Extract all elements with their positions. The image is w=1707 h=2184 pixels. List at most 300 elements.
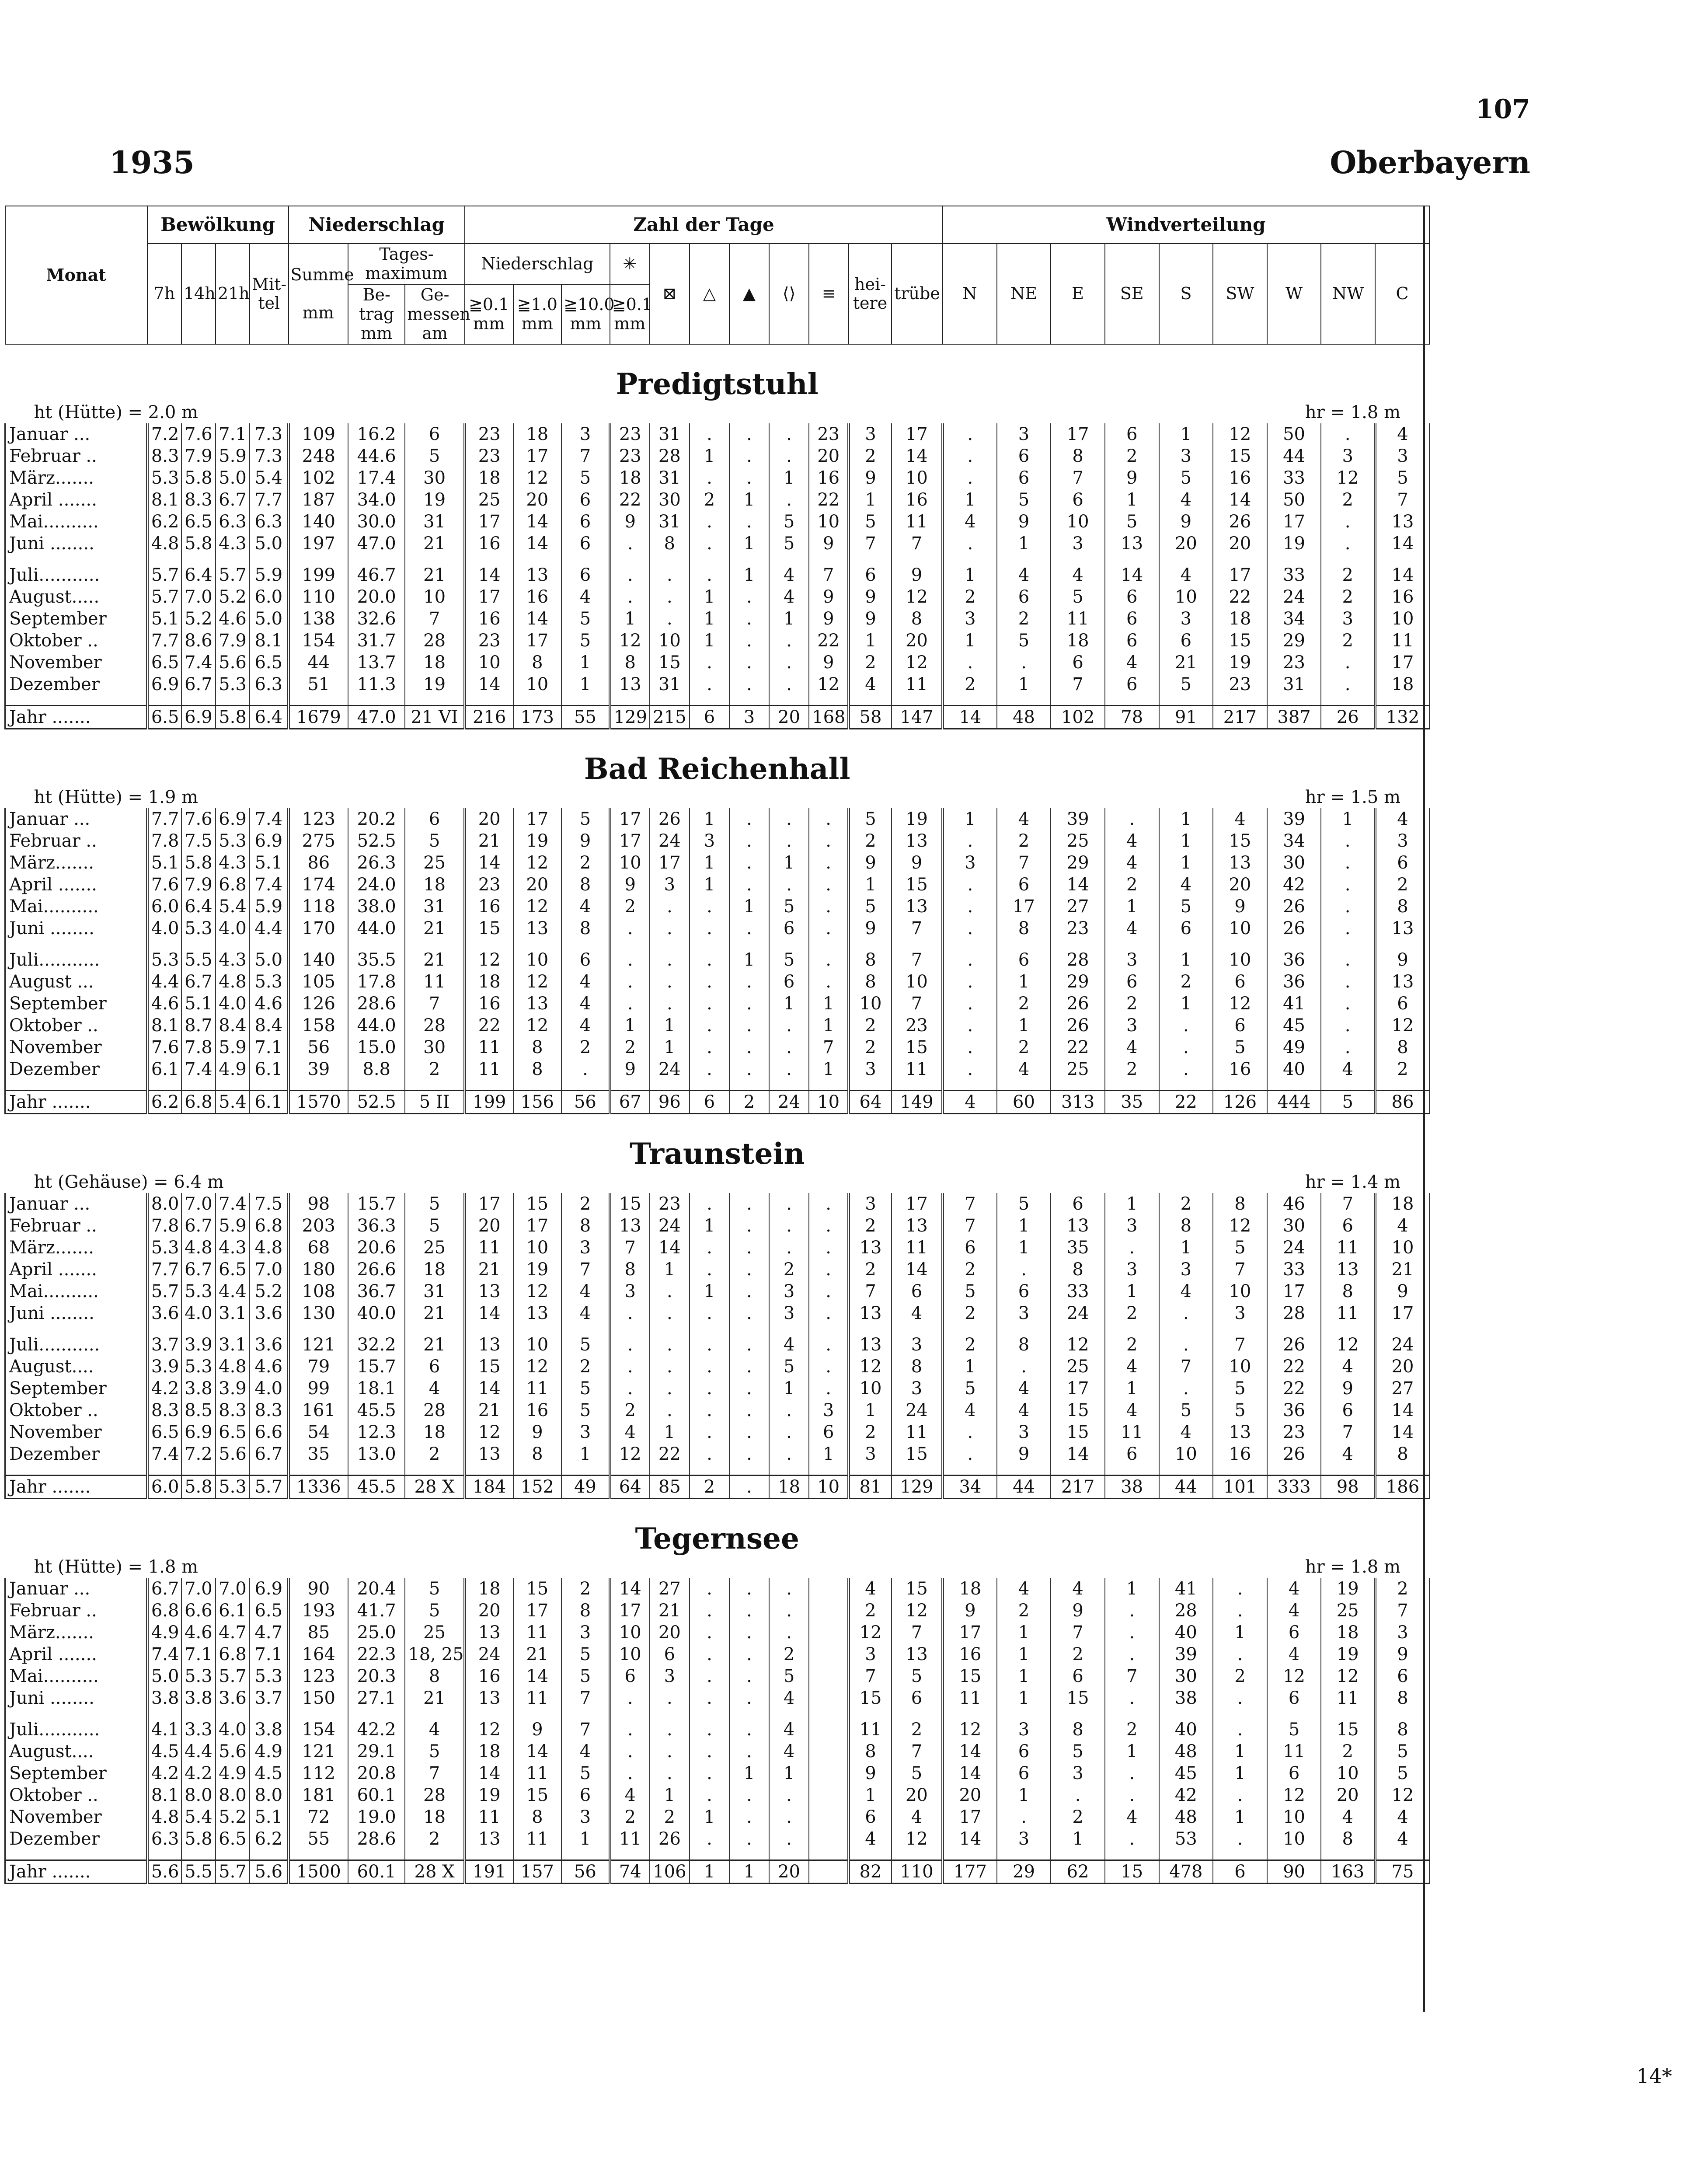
gap-cell: [610, 1850, 650, 1860]
cell: 181: [289, 1784, 348, 1806]
cell: 106: [650, 1860, 690, 1884]
cell: 12: [1375, 1784, 1429, 1806]
cell: 203: [289, 1215, 348, 1237]
cell: 3: [1321, 608, 1375, 630]
gap-cell: [465, 939, 513, 949]
cell: 10: [809, 1476, 849, 1499]
cell: 3: [1105, 1015, 1159, 1036]
gap-cell: [809, 1850, 849, 1860]
cell: 5: [943, 1378, 997, 1399]
cell: 24: [650, 830, 690, 852]
gap-cell: [289, 555, 348, 564]
cell: 13.7: [348, 652, 405, 673]
gap-cell: [250, 695, 289, 706]
cell: 38: [1159, 1687, 1213, 1709]
cell: 1: [1105, 1280, 1159, 1302]
cell: 6: [769, 918, 809, 939]
cell: 24: [650, 1215, 690, 1237]
header-ge01: [465, 284, 513, 344]
cell: .: [729, 1036, 769, 1058]
header-wind-ne: NE: [997, 244, 1051, 344]
cell: 5: [561, 1378, 610, 1399]
ge10-label: ≧1.0: [517, 295, 557, 314]
cell: 15: [1213, 830, 1267, 852]
cell: .: [809, 852, 849, 874]
cell: 6: [997, 1762, 1051, 1784]
gap-cell: [610, 555, 650, 564]
gap-cell: [465, 1709, 513, 1719]
gap-cell: [1375, 555, 1429, 564]
cell: 11: [1321, 1687, 1375, 1709]
cell: 6: [650, 1643, 690, 1665]
cell: 20.4: [348, 1578, 405, 1600]
gap-cell: [997, 939, 1051, 949]
cell: 50: [1267, 489, 1321, 511]
cell: 6: [1051, 1665, 1105, 1687]
cell: 2: [1213, 1665, 1267, 1687]
cell: 10: [849, 993, 892, 1015]
cell: 24: [769, 1091, 809, 1114]
cell: 10: [610, 1622, 650, 1643]
cell: 16: [465, 1665, 513, 1687]
cell: 6.9: [216, 808, 250, 830]
cell: 11: [1321, 1302, 1375, 1324]
cell: 3: [1105, 1259, 1159, 1280]
cell: 15: [1051, 1399, 1105, 1421]
cell: .: [1213, 1784, 1267, 1806]
cell: 18: [465, 1578, 513, 1600]
cell: [809, 1687, 849, 1709]
cell: 16: [465, 533, 513, 555]
cell: 7.0: [181, 1578, 216, 1600]
cell: 30: [1267, 852, 1321, 874]
cell: 2: [650, 1806, 690, 1828]
snow-label: ≧0.1: [612, 295, 653, 314]
cell: 30: [650, 489, 690, 511]
cell: 4.4: [216, 1280, 250, 1302]
cell: 40: [1267, 1058, 1321, 1080]
cell: 23: [1051, 918, 1105, 939]
cell: 12: [513, 467, 562, 489]
cell: .: [610, 993, 650, 1015]
cell: .: [769, 673, 809, 695]
cell: 24: [1267, 586, 1321, 608]
cell: 3: [997, 1828, 1051, 1850]
gap-cell: [1213, 555, 1267, 564]
cell: 6.5: [147, 1421, 181, 1443]
cell: 14: [1051, 874, 1105, 896]
cell: 56: [561, 1860, 610, 1884]
cell: 6: [1105, 423, 1159, 445]
month-label: Oktober ..: [5, 1784, 147, 1806]
cell: 1: [849, 630, 892, 652]
cell: 6: [1213, 971, 1267, 993]
cell: 5: [561, 467, 610, 489]
cell: .: [1321, 1036, 1375, 1058]
table-row: [5, 1259, 1430, 1280]
cell: 8: [1051, 1719, 1105, 1741]
cell: 1: [1159, 808, 1213, 830]
cell: 5.3: [216, 1476, 250, 1499]
cell: 13: [849, 1334, 892, 1356]
cell: 3: [610, 1280, 650, 1302]
cell: 7.8: [147, 1215, 181, 1237]
cell: 3.8: [181, 1687, 216, 1709]
cell: 5.1: [181, 993, 216, 1015]
cell: 140: [289, 949, 348, 971]
header-fog-icon: ≡: [809, 244, 849, 344]
cell: 13: [513, 918, 562, 939]
cell: 10: [892, 971, 943, 993]
cell: 11: [465, 1806, 513, 1828]
cell: 9: [849, 586, 892, 608]
cell: [809, 1600, 849, 1622]
cell: .: [809, 874, 849, 896]
cell: 6: [1321, 1399, 1375, 1421]
header-storm-icon: ⟨⟩: [769, 244, 809, 344]
cell: 9: [943, 1600, 997, 1622]
cell: 7: [1213, 1334, 1267, 1356]
table-row: [5, 1828, 1430, 1850]
cell: 4.0: [216, 1719, 250, 1741]
cell: 4.6: [181, 1622, 216, 1643]
cell: 5.3: [250, 1665, 289, 1687]
gap-cell: [1159, 695, 1213, 706]
gap-cell: [943, 1465, 997, 1476]
cell: 40.0: [348, 1302, 405, 1324]
cell: 38.0: [348, 896, 405, 918]
cell: 5.0: [216, 467, 250, 489]
cell: 6.7: [250, 1443, 289, 1465]
cell: 8: [1051, 1259, 1105, 1280]
cell: .: [1213, 1687, 1267, 1709]
cell: 8: [997, 918, 1051, 939]
cell: 60.1: [348, 1784, 405, 1806]
cell: 25: [1051, 830, 1105, 852]
cell: [809, 1860, 849, 1884]
cell: 6: [1105, 630, 1159, 652]
cell: .: [650, 918, 690, 939]
cell: 7: [892, 949, 943, 971]
cell: 2: [1105, 1719, 1159, 1741]
cell: 13: [465, 1622, 513, 1643]
cell: 13: [1321, 1259, 1375, 1280]
cell: 4: [561, 1741, 610, 1762]
cell: 16: [465, 993, 513, 1015]
gap-cell: [809, 1324, 849, 1334]
cell: 6.2: [250, 1828, 289, 1850]
year-total-row: [5, 706, 1430, 729]
cell: [809, 1828, 849, 1850]
cell: 13: [892, 896, 943, 918]
cell: 7.7: [147, 1259, 181, 1280]
cell: 15: [650, 652, 690, 673]
cell: 6: [1267, 1622, 1321, 1643]
cell: 1: [729, 564, 769, 586]
cell: 22: [1267, 1356, 1321, 1378]
cell: 8.3: [181, 489, 216, 511]
gap-cell: [849, 1324, 892, 1334]
station-title: Tegernsee: [635, 1521, 800, 1556]
cell: 150: [289, 1687, 348, 1709]
cell: 3.9: [147, 1356, 181, 1378]
gap-cell: [1321, 695, 1375, 706]
table-row: [5, 1193, 1430, 1215]
cell: 3: [849, 1058, 892, 1080]
cell: 6.3: [250, 511, 289, 533]
cell: 5.9: [250, 564, 289, 586]
gap-cell: [809, 939, 849, 949]
cell: 21: [465, 1259, 513, 1280]
cell: 10: [1321, 1762, 1375, 1784]
month-label: März.......: [5, 1622, 147, 1643]
cell: 6: [561, 564, 610, 586]
cell: 7: [1051, 673, 1105, 695]
cell: 6.0: [147, 1476, 181, 1499]
cell: .: [769, 1828, 809, 1850]
cell: 6: [1105, 586, 1159, 608]
gap-cell: [147, 695, 181, 706]
cell: 5: [1213, 1399, 1267, 1421]
cell: .: [729, 1687, 769, 1709]
gap-cell: [250, 1080, 289, 1091]
header-ge100: [561, 284, 615, 344]
cell: 102: [289, 467, 348, 489]
cell: 5: [405, 1215, 465, 1237]
gap-cell: [181, 1324, 216, 1334]
cell: 6: [997, 586, 1051, 608]
cell: 8.1: [250, 630, 289, 652]
cell: 9: [1105, 467, 1159, 489]
cell: .: [610, 1762, 650, 1784]
cell: 4.0: [250, 1378, 289, 1399]
cell: 4: [997, 1378, 1051, 1399]
cell: 5.6: [216, 1741, 250, 1762]
cell: 4: [1267, 1643, 1321, 1665]
cell: 1: [769, 852, 809, 874]
cell: 1: [997, 1687, 1051, 1709]
gap-cell: [147, 1850, 181, 1860]
cell: 25: [405, 852, 465, 874]
cell: .: [729, 1443, 769, 1465]
cell: 5.9: [250, 896, 289, 918]
cell: 1: [997, 1622, 1051, 1643]
cell: .: [650, 1399, 690, 1421]
cell: 121: [289, 1741, 348, 1762]
cell: 8: [1051, 445, 1105, 467]
header-monat: Monat: [5, 206, 147, 344]
gap-cell: [405, 1080, 465, 1091]
cell: 8.0: [250, 1784, 289, 1806]
cell: 1: [997, 673, 1051, 695]
cell: 4: [1375, 808, 1429, 830]
header-14h: 14h: [181, 244, 216, 344]
cell: 9: [849, 852, 892, 874]
cell: 2: [769, 1643, 809, 1665]
cell: 8.1: [147, 489, 181, 511]
cell: .: [650, 1378, 690, 1399]
cell: 18, 25: [405, 1643, 465, 1665]
cell: 8: [513, 652, 562, 673]
cell: .: [769, 830, 809, 852]
cell: 6: [405, 1356, 465, 1378]
cell: .: [943, 971, 997, 993]
cell: 5: [1321, 1091, 1375, 1114]
cell: .: [1159, 1058, 1213, 1080]
cell: 1: [690, 1806, 729, 1828]
cell: .: [690, 896, 729, 918]
cell: .: [769, 1806, 809, 1828]
table-row: [5, 608, 1430, 630]
cell: 8: [561, 918, 610, 939]
cell: 13: [1213, 1421, 1267, 1443]
cell: 15.0: [348, 1036, 405, 1058]
cell: 4: [1375, 1215, 1429, 1237]
cell: 2: [849, 1215, 892, 1237]
cell: 23: [465, 445, 513, 467]
month-label: Juli...........: [5, 1719, 147, 1741]
cell: 8.0: [147, 1193, 181, 1215]
cell: 1: [1105, 1578, 1159, 1600]
cell: .: [729, 586, 769, 608]
cell: 5.1: [250, 1806, 289, 1828]
gap-cell: [809, 695, 849, 706]
cell: 14: [513, 608, 562, 630]
cell: 20: [1213, 533, 1267, 555]
cell: [809, 1643, 849, 1665]
gap-cell: [997, 1080, 1051, 1091]
cell: 5: [1213, 1036, 1267, 1058]
cell: 6.7: [181, 673, 216, 695]
gap-cell: [1213, 695, 1267, 706]
gap-cell: [181, 1709, 216, 1719]
cell: 1: [943, 630, 997, 652]
cell: 12: [513, 971, 562, 993]
cell: 11: [849, 1719, 892, 1741]
cell: 2: [1321, 630, 1375, 652]
cell: 3.6: [216, 1687, 250, 1709]
header-betrag: [348, 284, 405, 344]
cell: 23: [465, 874, 513, 896]
cell: 24.0: [348, 874, 405, 896]
cell: 12: [513, 1356, 562, 1378]
cell: 12: [1213, 423, 1267, 445]
cell: 25: [465, 489, 513, 511]
cell: 7.1: [250, 1036, 289, 1058]
cell: 15.7: [348, 1193, 405, 1215]
cell: 2: [997, 608, 1051, 630]
cell: 17.8: [348, 971, 405, 993]
cell: 7.1: [250, 1643, 289, 1665]
cell: 41: [1267, 993, 1321, 1015]
cell: 12: [513, 1015, 562, 1036]
gap-cell: [943, 555, 997, 564]
cell: 21: [465, 1399, 513, 1421]
gap-cell: [465, 695, 513, 706]
cell: 6: [1051, 1193, 1105, 1215]
cell: 478: [1159, 1860, 1213, 1884]
cell: 149: [892, 1091, 943, 1114]
cell: 8: [892, 608, 943, 630]
gap-cell: [561, 1850, 610, 1860]
cell: 3: [729, 706, 769, 729]
cell: .: [729, 673, 769, 695]
cell: .: [769, 1215, 809, 1237]
gap-cell: [465, 555, 513, 564]
cell: 2: [1051, 1643, 1105, 1665]
gap-cell: [147, 1465, 181, 1476]
gap-cell: [809, 555, 849, 564]
cell: 10: [513, 673, 562, 695]
cell: .: [1105, 1828, 1159, 1850]
cell: 13: [849, 1237, 892, 1259]
cell: 10: [1267, 1806, 1321, 1828]
cell: 14: [465, 1378, 513, 1399]
cell: 34: [943, 1476, 997, 1499]
cell: 21 VI: [405, 706, 465, 729]
cell: 33: [1267, 564, 1321, 586]
cell: .: [650, 1280, 690, 1302]
cell: 13: [610, 1215, 650, 1237]
cell: .: [1159, 1334, 1213, 1356]
cell: .: [610, 971, 650, 993]
cell: 33: [1267, 467, 1321, 489]
cell: 13: [513, 993, 562, 1015]
cell: 64: [849, 1091, 892, 1114]
cell: 26: [650, 1828, 690, 1850]
cell: 1: [997, 1015, 1051, 1036]
cell: 2: [1105, 993, 1159, 1015]
cell: 35: [289, 1443, 348, 1465]
cell: 6: [997, 1280, 1051, 1302]
cell: 11: [943, 1687, 997, 1709]
cell: 5.1: [147, 608, 181, 630]
gap-cell: [690, 939, 729, 949]
gap-cell: [513, 1465, 562, 1476]
cell: 5.5: [181, 1860, 216, 1884]
page-number: 107: [1475, 94, 1530, 125]
cell: 2: [1375, 874, 1429, 896]
climate-table: [4, 206, 1430, 1884]
cell: 18: [465, 467, 513, 489]
cell: 9: [1375, 1280, 1429, 1302]
cell: 4: [997, 1578, 1051, 1600]
cell: 16: [513, 586, 562, 608]
cell: 4.8: [181, 1237, 216, 1259]
cell: 1: [769, 467, 809, 489]
cell: 21: [1159, 652, 1213, 673]
cell: 1336: [289, 1476, 348, 1499]
cell: 1: [769, 1378, 809, 1399]
header-windverteilung: Windverteilung: [943, 206, 1429, 244]
cell: 1: [729, 1762, 769, 1784]
cell: 8: [650, 533, 690, 555]
cell: 5: [1159, 1399, 1213, 1421]
station-hr: hr = 1.5 m: [1305, 787, 1400, 808]
cell: 6: [561, 1784, 610, 1806]
gap-cell: [650, 1080, 690, 1091]
cell: 44.0: [348, 918, 405, 939]
summe-unit: mm: [302, 303, 334, 323]
cell: 15: [513, 1578, 562, 1600]
gap-cell: [610, 1080, 650, 1091]
table-row: [5, 1334, 1430, 1356]
cell: 1: [943, 564, 997, 586]
cell: [809, 1806, 849, 1828]
cell: 4.8: [147, 533, 181, 555]
cell: .: [943, 1036, 997, 1058]
cell: 4.3: [216, 1237, 250, 1259]
